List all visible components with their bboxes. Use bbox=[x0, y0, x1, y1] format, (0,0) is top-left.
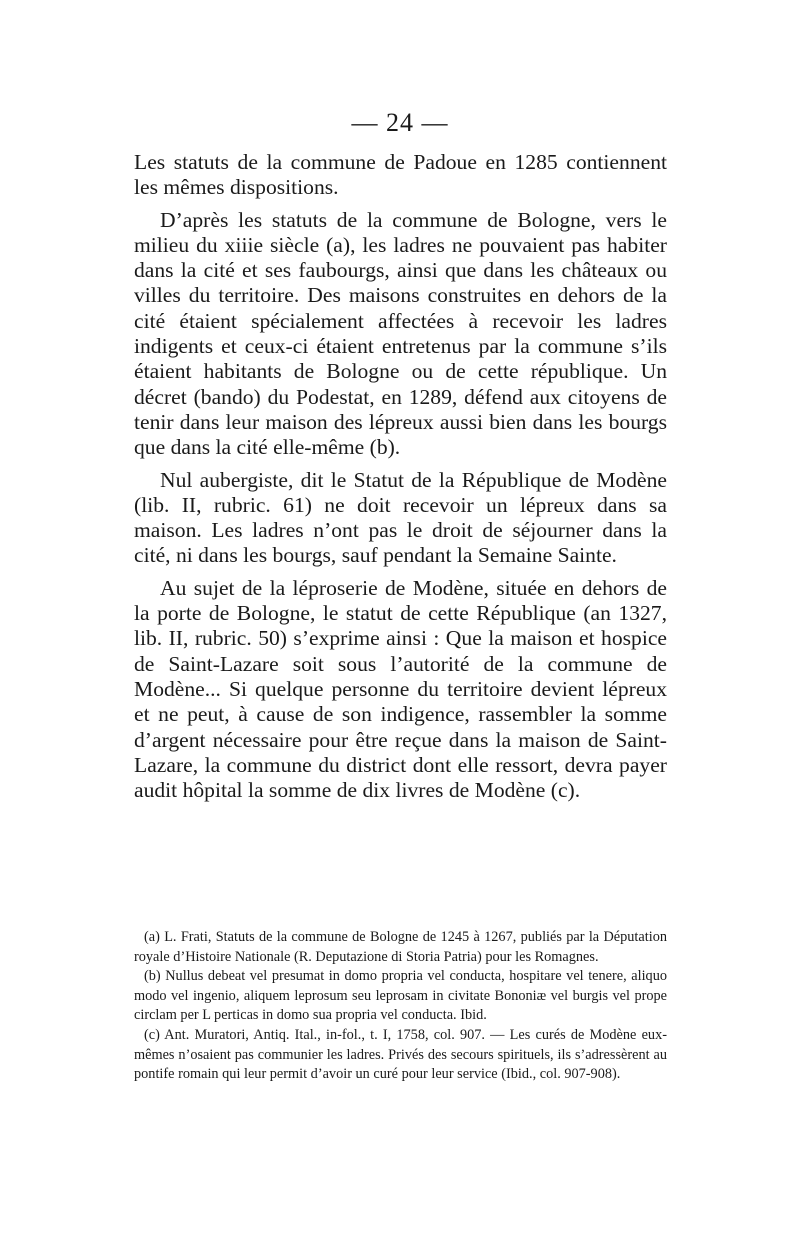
main-text bbox=[134, 150, 667, 810]
footnotes bbox=[134, 928, 667, 1085]
paragraph-2: D’après les statuts de la commune de Bologne, vers le milieu du xiiie siècle (a), les ladres ne pouvaient pas habiter dans la cité et ses faubourgs, ainsi que dans les châteaux ou villes du territoire. Des maisons construites en dehors de la cité étaient spécialement affectées à recevoir les ladres indigents et ceux-ci étaient entretenus par la commune s’ils étaient habitants de Bologne ou de cette république. Un décret (bando) du Podestat, en 1289, défend aux citoyens de tenir dans leur maison des lépreux aussi bien dans les bourgs que dans la cité elle-même (b). bbox=[134, 207, 667, 460]
paragraph-1: Les statuts de la commune de Padoue en 1285 contiennent les mêmes dispositions. bbox=[134, 150, 667, 200]
page-number: — 24 — bbox=[351, 108, 449, 137]
footnote-a: (a) L. Frati, Statuts de la commune de Bologne de 1245 à 1267, publiés par la Députation royale d’Histoire Nationale (R. Deputazione di Storia Patria) pour les Romagnes. bbox=[134, 929, 667, 965]
paragraph-4: Au sujet de la léproserie de Modène, située en dehors de la porte de Bologne, le statut de cette République (an 1327, lib. II, rubric. 50) s’exprime ainsi : Que la maison et hospice de Saint-Lazare soit sous l’autorité de la commune de Modène... Si quelque personne du territoire devient lépreux et ne peut, à cause de son indigence, rassembler la somme d’argent nécessaire pour être reçue dans la maison de Saint-Lazare, la commune du district dont elle ressort, devra payer audit hôpital la somme de dix livres de Modène (c). bbox=[134, 575, 667, 803]
paragraph-3: Nul aubergiste, dit le Statut de la République de Modène (lib. II, rubric. 61) ne doit recevoir un lépreux dans sa maison. Les ladres n’ont pas le droit de séjourner dans la cité, ni dans les bourgs, sauf pendant la Semaine Sainte. bbox=[134, 467, 667, 568]
footnote-b: (b) Nullus debeat vel presumat in domo propria vel conducta, hospitare vel tenere, aliquo modo vel ingenio, aliquem leprosum seu leprosam in civitate Bononiæ vel burgis vel prope circlam per L perticas in domo sua propria vel conducta. Ibid. bbox=[134, 968, 667, 1024]
footnote-c: (c) Ant. Muratori, Antiq. Ital., in-fol., t. I, 1758, col. 907. — Les curés de Modène eux-mêmes n’osaient pas communier les ladres. Privés des secours spirituels, ils s’adressèrent au pontife romain qui leur permit d’avoir un curé pour leur service (Ibid., col. 907-908). bbox=[134, 1026, 667, 1083]
